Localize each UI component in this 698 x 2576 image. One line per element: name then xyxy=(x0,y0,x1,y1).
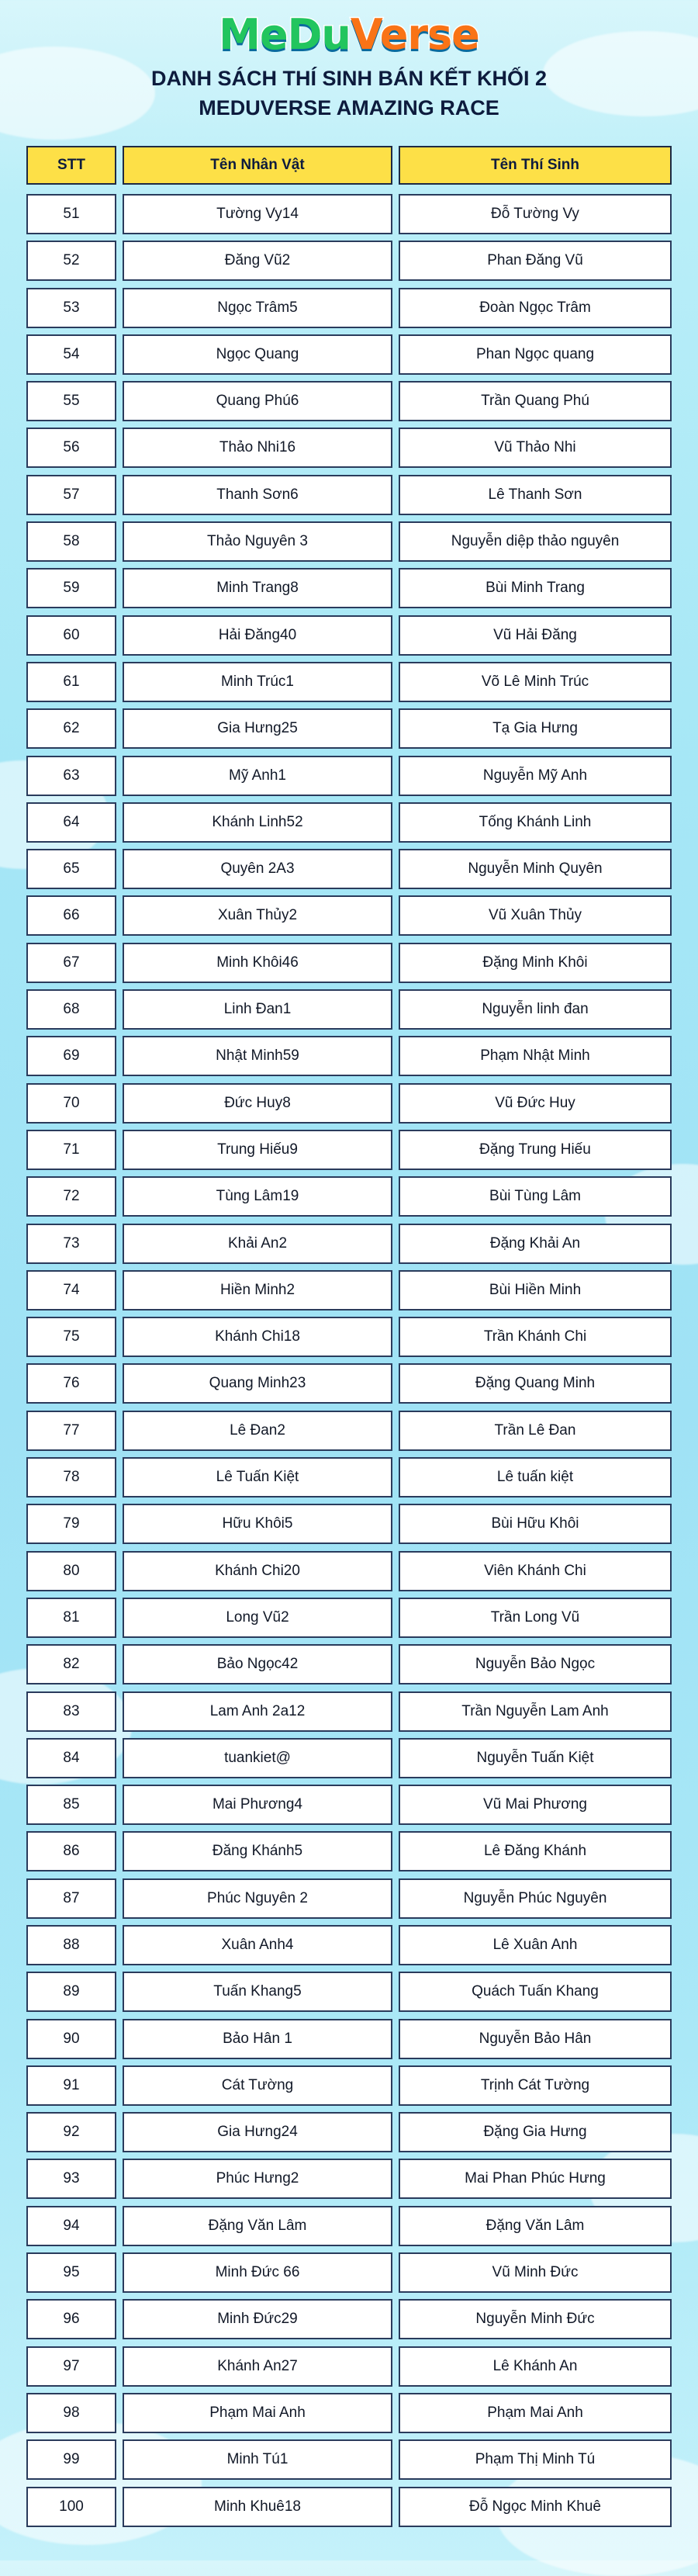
table-row xyxy=(0,518,698,565)
table-row xyxy=(0,2249,698,2296)
stt-cell: 95 xyxy=(26,2252,116,2293)
contestant-name-cell: Đặng Minh Khôi xyxy=(399,943,672,983)
character-name-cell: Quang Minh23 xyxy=(123,1363,392,1404)
character-name-cell: Khải An2 xyxy=(123,1224,392,1264)
table-row xyxy=(0,424,698,471)
contestant-name-cell: Lê Thanh Sơn xyxy=(399,475,672,515)
table-row xyxy=(0,2343,698,2390)
character-name-cell: Xuân Thủy2 xyxy=(123,895,392,936)
contestant-name-cell: Phan Ngọc quang xyxy=(399,334,672,375)
stt-cell: 83 xyxy=(26,1691,116,1732)
table-row xyxy=(0,1127,698,1173)
contestant-name-cell: Bùi Hữu Khôi xyxy=(399,1504,672,1544)
header-character-name: Tên Nhân Vật xyxy=(123,146,392,185)
character-name-cell: Khánh An27 xyxy=(123,2346,392,2387)
character-name-cell: Minh Trang8 xyxy=(123,568,392,608)
stt-cell: 59 xyxy=(26,568,116,608)
table-row xyxy=(0,1968,698,2015)
stt-cell: 77 xyxy=(26,1411,116,1451)
stt-cell: 70 xyxy=(26,1083,116,1124)
contestant-name-cell: Trần Long Vũ xyxy=(399,1598,672,1638)
stt-cell: 85 xyxy=(26,1785,116,1825)
character-name-cell: Phạm Mai Anh xyxy=(123,2393,392,2433)
stt-cell: 51 xyxy=(26,194,116,234)
contestant-name-cell: Lê Đăng Khánh xyxy=(399,1831,672,1871)
logo-part-1: MeDu xyxy=(219,10,351,59)
stt-cell: 74 xyxy=(26,1270,116,1311)
contestant-name-cell: Võ Lê Minh Trúc xyxy=(399,662,672,702)
stt-cell: 66 xyxy=(26,895,116,936)
stt-cell: 99 xyxy=(26,2439,116,2480)
contestant-name-cell: Bùi Hiền Minh xyxy=(399,1270,672,1311)
stt-cell: 62 xyxy=(26,708,116,749)
character-name-cell: Xuân Anh4 xyxy=(123,1925,392,1965)
character-name-cell: Mỹ Anh1 xyxy=(123,756,392,796)
stt-cell: 54 xyxy=(26,334,116,375)
contestant-name-cell: Quách Tuấn Khang xyxy=(399,1972,672,2012)
table-row xyxy=(0,2109,698,2155)
contestant-name-cell: Trần Khánh Chi xyxy=(399,1317,672,1357)
stt-cell: 55 xyxy=(26,381,116,421)
meduverse-logo xyxy=(0,11,698,59)
contestant-name-cell: Nguyễn Mỹ Anh xyxy=(399,756,672,796)
character-name-cell: Linh Đan1 xyxy=(123,989,392,1030)
contestant-name-cell: Nguyễn diệp thảo nguyên xyxy=(399,521,672,562)
character-name-cell: Tường Vy14 xyxy=(123,194,392,234)
character-name-cell: Bảo Hân 1 xyxy=(123,2019,392,2059)
stt-cell: 98 xyxy=(26,2393,116,2433)
table-row xyxy=(0,1641,698,1688)
stt-cell: 60 xyxy=(26,615,116,656)
character-name-cell: Ngọc Quang xyxy=(123,334,392,375)
contestant-name-cell: Đỗ Tường Vy xyxy=(399,194,672,234)
character-name-cell: Khánh Linh52 xyxy=(123,802,392,843)
table-row xyxy=(0,1220,698,1267)
contestant-name-cell: Đặng Khải An xyxy=(399,1224,672,1264)
stt-cell: 93 xyxy=(26,2159,116,2199)
character-name-cell: Quyên 2A3 xyxy=(123,849,392,889)
table-row xyxy=(0,565,698,611)
contestant-name-cell: Nguyễn Minh Đức xyxy=(399,2299,672,2339)
table-row xyxy=(0,753,698,799)
stt-cell: 88 xyxy=(26,1925,116,1965)
character-name-cell: Gia Hưng25 xyxy=(123,708,392,749)
contestant-name-cell: Lê tuấn kiệt xyxy=(399,1457,672,1497)
stt-cell: 71 xyxy=(26,1130,116,1170)
table-row xyxy=(0,940,698,986)
contestant-table xyxy=(0,191,698,2530)
character-name-cell: Minh Khuê18 xyxy=(123,2487,392,2527)
stt-cell: 72 xyxy=(26,1176,116,1217)
stt-cell: 86 xyxy=(26,1831,116,1871)
table-row xyxy=(0,1594,698,1641)
character-name-cell: Tùng Lâm19 xyxy=(123,1176,392,1217)
table-row xyxy=(0,2436,698,2483)
stt-cell: 79 xyxy=(26,1504,116,1544)
character-name-cell: tuankiet@ xyxy=(123,1738,392,1778)
character-name-cell: Đăng Vũ2 xyxy=(123,241,392,281)
logo-part-2: Verse xyxy=(350,10,479,59)
stt-cell: 78 xyxy=(26,1457,116,1497)
stt-cell: 56 xyxy=(26,428,116,468)
table-row xyxy=(0,1080,698,1127)
stt-cell: 68 xyxy=(26,989,116,1030)
contestant-name-cell: Nguyễn Tuấn Kiệt xyxy=(399,1738,672,1778)
character-name-cell: Quang Phú6 xyxy=(123,381,392,421)
character-name-cell: Hải Đăng40 xyxy=(123,615,392,656)
character-name-cell: Khánh Chi20 xyxy=(123,1551,392,1591)
contestant-name-cell: Bùi Tùng Lâm xyxy=(399,1176,672,1217)
stt-cell: 100 xyxy=(26,2487,116,2527)
character-name-cell: Nhật Minh59 xyxy=(123,1036,392,1076)
table-row xyxy=(0,1735,698,1781)
contestant-name-cell: Đặng Trung Hiếu xyxy=(399,1130,672,1170)
stt-cell: 64 xyxy=(26,802,116,843)
contestant-name-cell: Trần Nguyễn Lam Anh xyxy=(399,1691,672,1732)
table-row xyxy=(0,1267,698,1314)
table-row xyxy=(0,1033,698,1079)
contestant-name-cell: Vũ Hải Đăng xyxy=(399,615,672,656)
table-row xyxy=(0,1875,698,1922)
table-row xyxy=(0,2203,698,2249)
character-name-cell: Thảo Nguyên 3 xyxy=(123,521,392,562)
stt-cell: 90 xyxy=(26,2019,116,2059)
table-row xyxy=(0,2062,698,2109)
character-name-cell: Đăng Khánh5 xyxy=(123,1831,392,1871)
contestant-name-cell: Nguyễn Minh Quyên xyxy=(399,849,672,889)
character-name-cell: Hiền Minh2 xyxy=(123,1270,392,1311)
contestant-name-cell: Trịnh Cát Tường xyxy=(399,2065,672,2106)
stt-cell: 80 xyxy=(26,1551,116,1591)
character-name-cell: Khánh Chi18 xyxy=(123,1317,392,1357)
character-name-cell: Phúc Nguyên 2 xyxy=(123,1878,392,1919)
table-row xyxy=(0,2296,698,2342)
contestant-name-cell: Đặng Văn Lâm xyxy=(399,2206,672,2246)
stt-cell: 73 xyxy=(26,1224,116,1264)
contestant-name-cell: Mai Phan Phúc Hưng xyxy=(399,2159,672,2199)
stt-cell: 58 xyxy=(26,521,116,562)
contestant-name-cell: Vũ Đức Huy xyxy=(399,1083,672,1124)
page-title-line-2: MEDUVERSE AMAZING RACE xyxy=(199,96,499,119)
table-row xyxy=(0,846,698,892)
stt-cell: 96 xyxy=(26,2299,116,2339)
character-name-cell: Minh Khôi46 xyxy=(123,943,392,983)
stt-cell: 76 xyxy=(26,1363,116,1404)
stt-cell: 65 xyxy=(26,849,116,889)
table-row xyxy=(0,237,698,284)
table-row xyxy=(0,472,698,518)
stt-cell: 61 xyxy=(26,662,116,702)
character-name-cell: Cát Tường xyxy=(123,2065,392,2106)
table-row xyxy=(0,1781,698,1828)
character-name-cell: Minh Đức29 xyxy=(123,2299,392,2339)
table-row xyxy=(0,1454,698,1501)
character-name-cell: Bảo Ngọc42 xyxy=(123,1644,392,1684)
character-name-cell: Minh Trúc1 xyxy=(123,662,392,702)
table-row xyxy=(0,986,698,1033)
contestant-name-cell: Vũ Mai Phương xyxy=(399,1785,672,1825)
page-title-line-1: DANH SÁCH THÍ SINH BÁN KẾT KHỐI 2 xyxy=(150,67,548,90)
stt-cell: 69 xyxy=(26,1036,116,1076)
contestant-name-cell: Nguyễn Bảo Hân xyxy=(399,2019,672,2059)
contestant-name-cell: Tạ Gia Hưng xyxy=(399,708,672,749)
character-name-cell: Mai Phương4 xyxy=(123,1785,392,1825)
stt-cell: 82 xyxy=(26,1644,116,1684)
character-name-cell: Thảo Nhi16 xyxy=(123,428,392,468)
table-row xyxy=(0,378,698,424)
table-row xyxy=(0,892,698,939)
character-name-cell: Tuấn Khang5 xyxy=(123,1972,392,2012)
stt-cell: 52 xyxy=(26,241,116,281)
table-row xyxy=(0,799,698,846)
contestant-name-cell: Lê Xuân Anh xyxy=(399,1925,672,1965)
character-name-cell: Đặng Văn Lâm xyxy=(123,2206,392,2246)
contestant-name-cell: Tống Khánh Linh xyxy=(399,802,672,843)
contestant-name-cell: Nguyễn Phúc Nguyên xyxy=(399,1878,672,1919)
contestant-name-cell: Vũ Minh Đức xyxy=(399,2252,672,2293)
contestant-name-cell: Phạm Nhật Minh xyxy=(399,1036,672,1076)
character-name-cell: Thanh Sơn6 xyxy=(123,475,392,515)
table-row xyxy=(0,612,698,659)
character-name-cell: Minh Đức 66 xyxy=(123,2252,392,2293)
table-row xyxy=(0,331,698,378)
character-name-cell: Hữu Khôi5 xyxy=(123,1504,392,1544)
contestant-name-cell: Nguyễn Bảo Ngọc xyxy=(399,1644,672,1684)
stt-cell: 57 xyxy=(26,475,116,515)
stt-cell: 63 xyxy=(26,756,116,796)
character-name-cell: Đức Huy8 xyxy=(123,1083,392,1124)
table-row xyxy=(0,1173,698,1220)
table-row xyxy=(0,1314,698,1360)
contestant-name-cell: Trần Lê Đan xyxy=(399,1411,672,1451)
table-row xyxy=(0,1360,698,1407)
table-row xyxy=(0,705,698,752)
character-name-cell: Phúc Hưng2 xyxy=(123,2159,392,2199)
stt-cell: 67 xyxy=(26,943,116,983)
contestant-name-cell: Đặng Quang Minh xyxy=(399,1363,672,1404)
character-name-cell: Minh Tú1 xyxy=(123,2439,392,2480)
character-name-cell: Long Vũ2 xyxy=(123,1598,392,1638)
table-row xyxy=(0,1407,698,1454)
table-row xyxy=(0,2155,698,2202)
stt-cell: 91 xyxy=(26,2065,116,2106)
contestant-name-cell: Trần Quang Phú xyxy=(399,381,672,421)
contestant-name-cell: Phạm Mai Anh xyxy=(399,2393,672,2433)
table-row xyxy=(0,659,698,705)
contestant-name-cell: Đỗ Ngọc Minh Khuê xyxy=(399,2487,672,2527)
table-row xyxy=(0,1922,698,1968)
contestant-name-cell: Nguyễn linh đan xyxy=(399,989,672,1030)
contestant-name-cell: Bùi Minh Trang xyxy=(399,568,672,608)
contestant-name-cell: Lê Khánh An xyxy=(399,2346,672,2387)
contestant-name-cell: Đoàn Ngọc Trâm xyxy=(399,288,672,328)
table-row xyxy=(0,1828,698,1875)
stt-cell: 94 xyxy=(26,2206,116,2246)
contestant-name-cell: Viên Khánh Chi xyxy=(399,1551,672,1591)
header-contestant-name: Tên Thí Sinh xyxy=(399,146,672,185)
stt-cell: 84 xyxy=(26,1738,116,1778)
stt-cell: 81 xyxy=(26,1598,116,1638)
contestant-name-cell: Đặng Gia Hưng xyxy=(399,2112,672,2152)
table-row xyxy=(0,191,698,237)
stt-cell: 53 xyxy=(26,288,116,328)
table-row xyxy=(0,1548,698,1594)
contestant-name-cell: Vũ Thảo Nhi xyxy=(399,428,672,468)
table-row xyxy=(0,1688,698,1735)
stt-cell: 87 xyxy=(26,1878,116,1919)
stt-cell: 92 xyxy=(26,2112,116,2152)
character-name-cell: Lê Đan2 xyxy=(123,1411,392,1451)
character-name-cell: Lam Anh 2a12 xyxy=(123,1691,392,1732)
character-name-cell: Lê Tuấn Kiệt xyxy=(123,1457,392,1497)
contestant-name-cell: Vũ Xuân Thủy xyxy=(399,895,672,936)
contestant-name-cell: Phạm Thị Minh Tú xyxy=(399,2439,672,2480)
stt-cell: 89 xyxy=(26,1972,116,2012)
header-stt: STT xyxy=(26,146,116,185)
character-name-cell: Trung Hiếu9 xyxy=(123,1130,392,1170)
stt-cell: 97 xyxy=(26,2346,116,2387)
table-row xyxy=(0,2390,698,2436)
stt-cell: 75 xyxy=(26,1317,116,1357)
table-row xyxy=(0,285,698,331)
character-name-cell: Ngọc Trâm5 xyxy=(123,288,392,328)
table-row xyxy=(0,1501,698,1547)
table-row xyxy=(0,2484,698,2530)
contestant-name-cell: Phan Đăng Vũ xyxy=(399,241,672,281)
table-row xyxy=(0,2016,698,2062)
character-name-cell: Gia Hưng24 xyxy=(123,2112,392,2152)
